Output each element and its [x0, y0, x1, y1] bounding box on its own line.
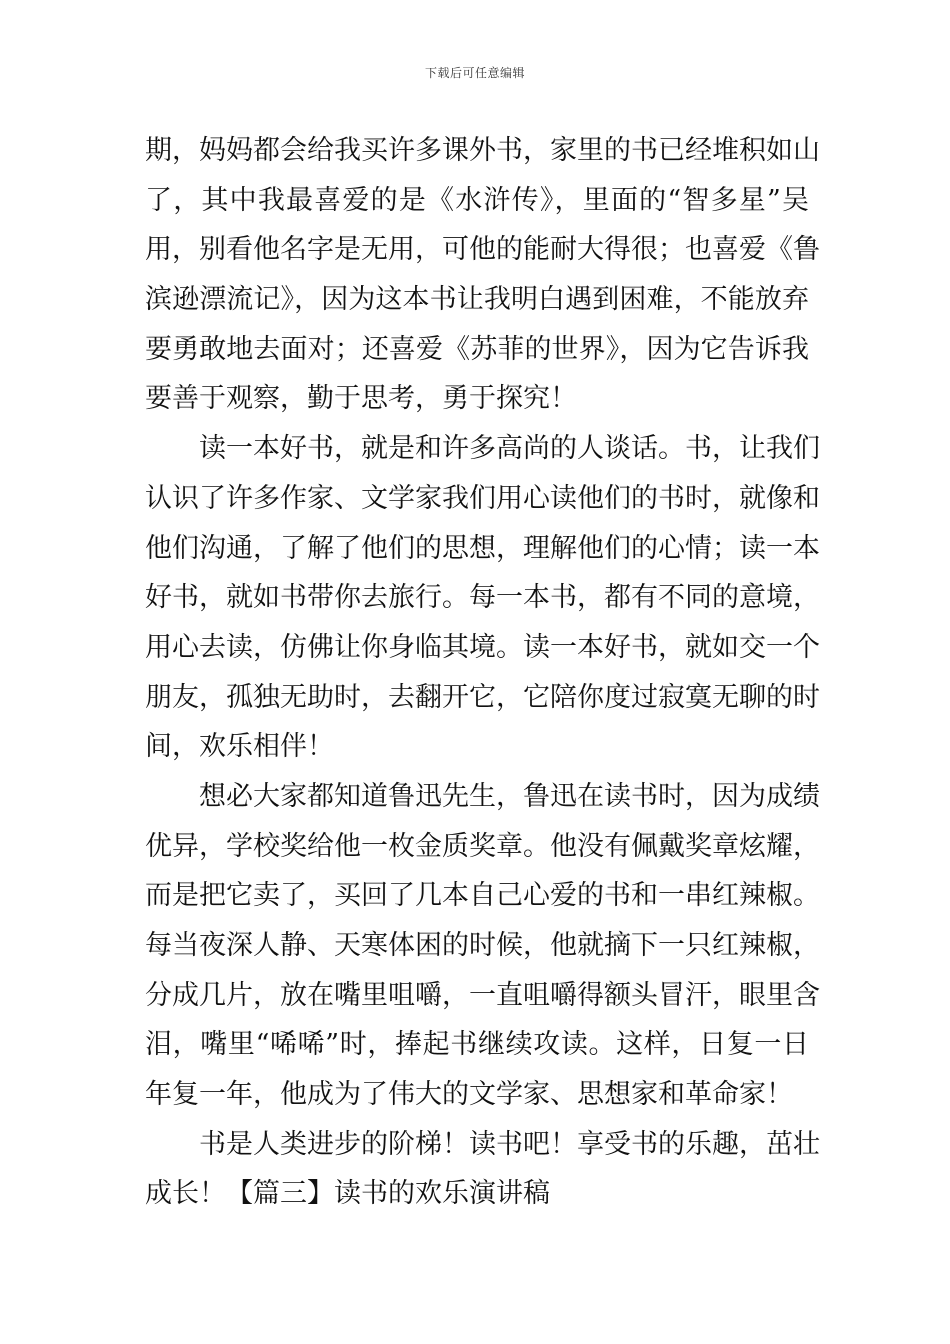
- paragraph-first-line: 想必大家都知道鲁迅先生，鲁迅在读书时，因为成绩: [199, 780, 820, 812]
- text-line: 优异，学校奖给他一枚金质奖章。他没有佩戴奖章炫耀，: [145, 830, 820, 862]
- text-line: 年复一年，他成为了伟大的文学家、思想家和革命家！: [145, 1079, 793, 1111]
- text-line: 泪，嘴里“唏唏”时，捧起书继续攻读。这样，日复一日: [145, 1029, 809, 1061]
- paragraph-first-line: 书是人类进步的阶梯！读书吧！享受书的乐趣，茁壮: [199, 1128, 820, 1160]
- paragraph-first-line: 读一本好书，就是和许多高尚的人谈话。书，让我们: [199, 433, 820, 465]
- text-line: 了，其中我最喜爱的是《水浒传》，里面的“智多星”吴: [145, 184, 809, 216]
- text-line: 好书，就如书带你去旅行。每一本书，都有不同的意境，: [145, 582, 820, 614]
- text-line: 成长！【篇三】读书的欢乐演讲稿: [145, 1178, 550, 1210]
- text-line: 间，欢乐相伴！: [145, 731, 334, 763]
- text-line: 朋友，孤独无助时，去翻开它，它陪你度过寂寞无聊的时: [145, 681, 820, 713]
- text-line: 而是把它卖了，买回了几本自己心爱的书和一串红辣椒。: [145, 880, 820, 912]
- text-line: 分成几片，放在嘴里咀嚼，一直咀嚼得额头冒汗，眼里含: [145, 979, 820, 1011]
- text-line: 期，妈妈都会给我买许多课外书，家里的书已经堆积如山: [145, 135, 820, 166]
- text-line: 他们沟通，了解了他们的思想，理解他们的心情；读一本: [145, 532, 820, 564]
- text-line: 要勇敢地去面对；还喜爱《苏菲的世界》，因为它告诉我: [145, 333, 809, 365]
- text-line: 认识了许多作家、文学家我们用心读他们的书时，就像和: [145, 482, 820, 514]
- text-line: 要善于观察，勤于思考，勇于探究！: [145, 383, 577, 415]
- text-line: 用，别看他名字是无用，可他的能耐大得很；也喜爱《鲁: [145, 234, 820, 266]
- page-header: 下载后可任意编辑: [424, 66, 525, 80]
- text-line: 每当夜深人静、天寒体困的时候，他就摘下一只红辣椒，: [145, 930, 820, 961]
- body-text: [145, 126, 820, 1219]
- text-line: 滨逊漂流记》，因为这本书让我明白遇到困难，不能放弃: [145, 284, 809, 316]
- text-line: 用心去读，仿佛让你身临其境。读一本好书，就如交一个: [145, 631, 820, 663]
